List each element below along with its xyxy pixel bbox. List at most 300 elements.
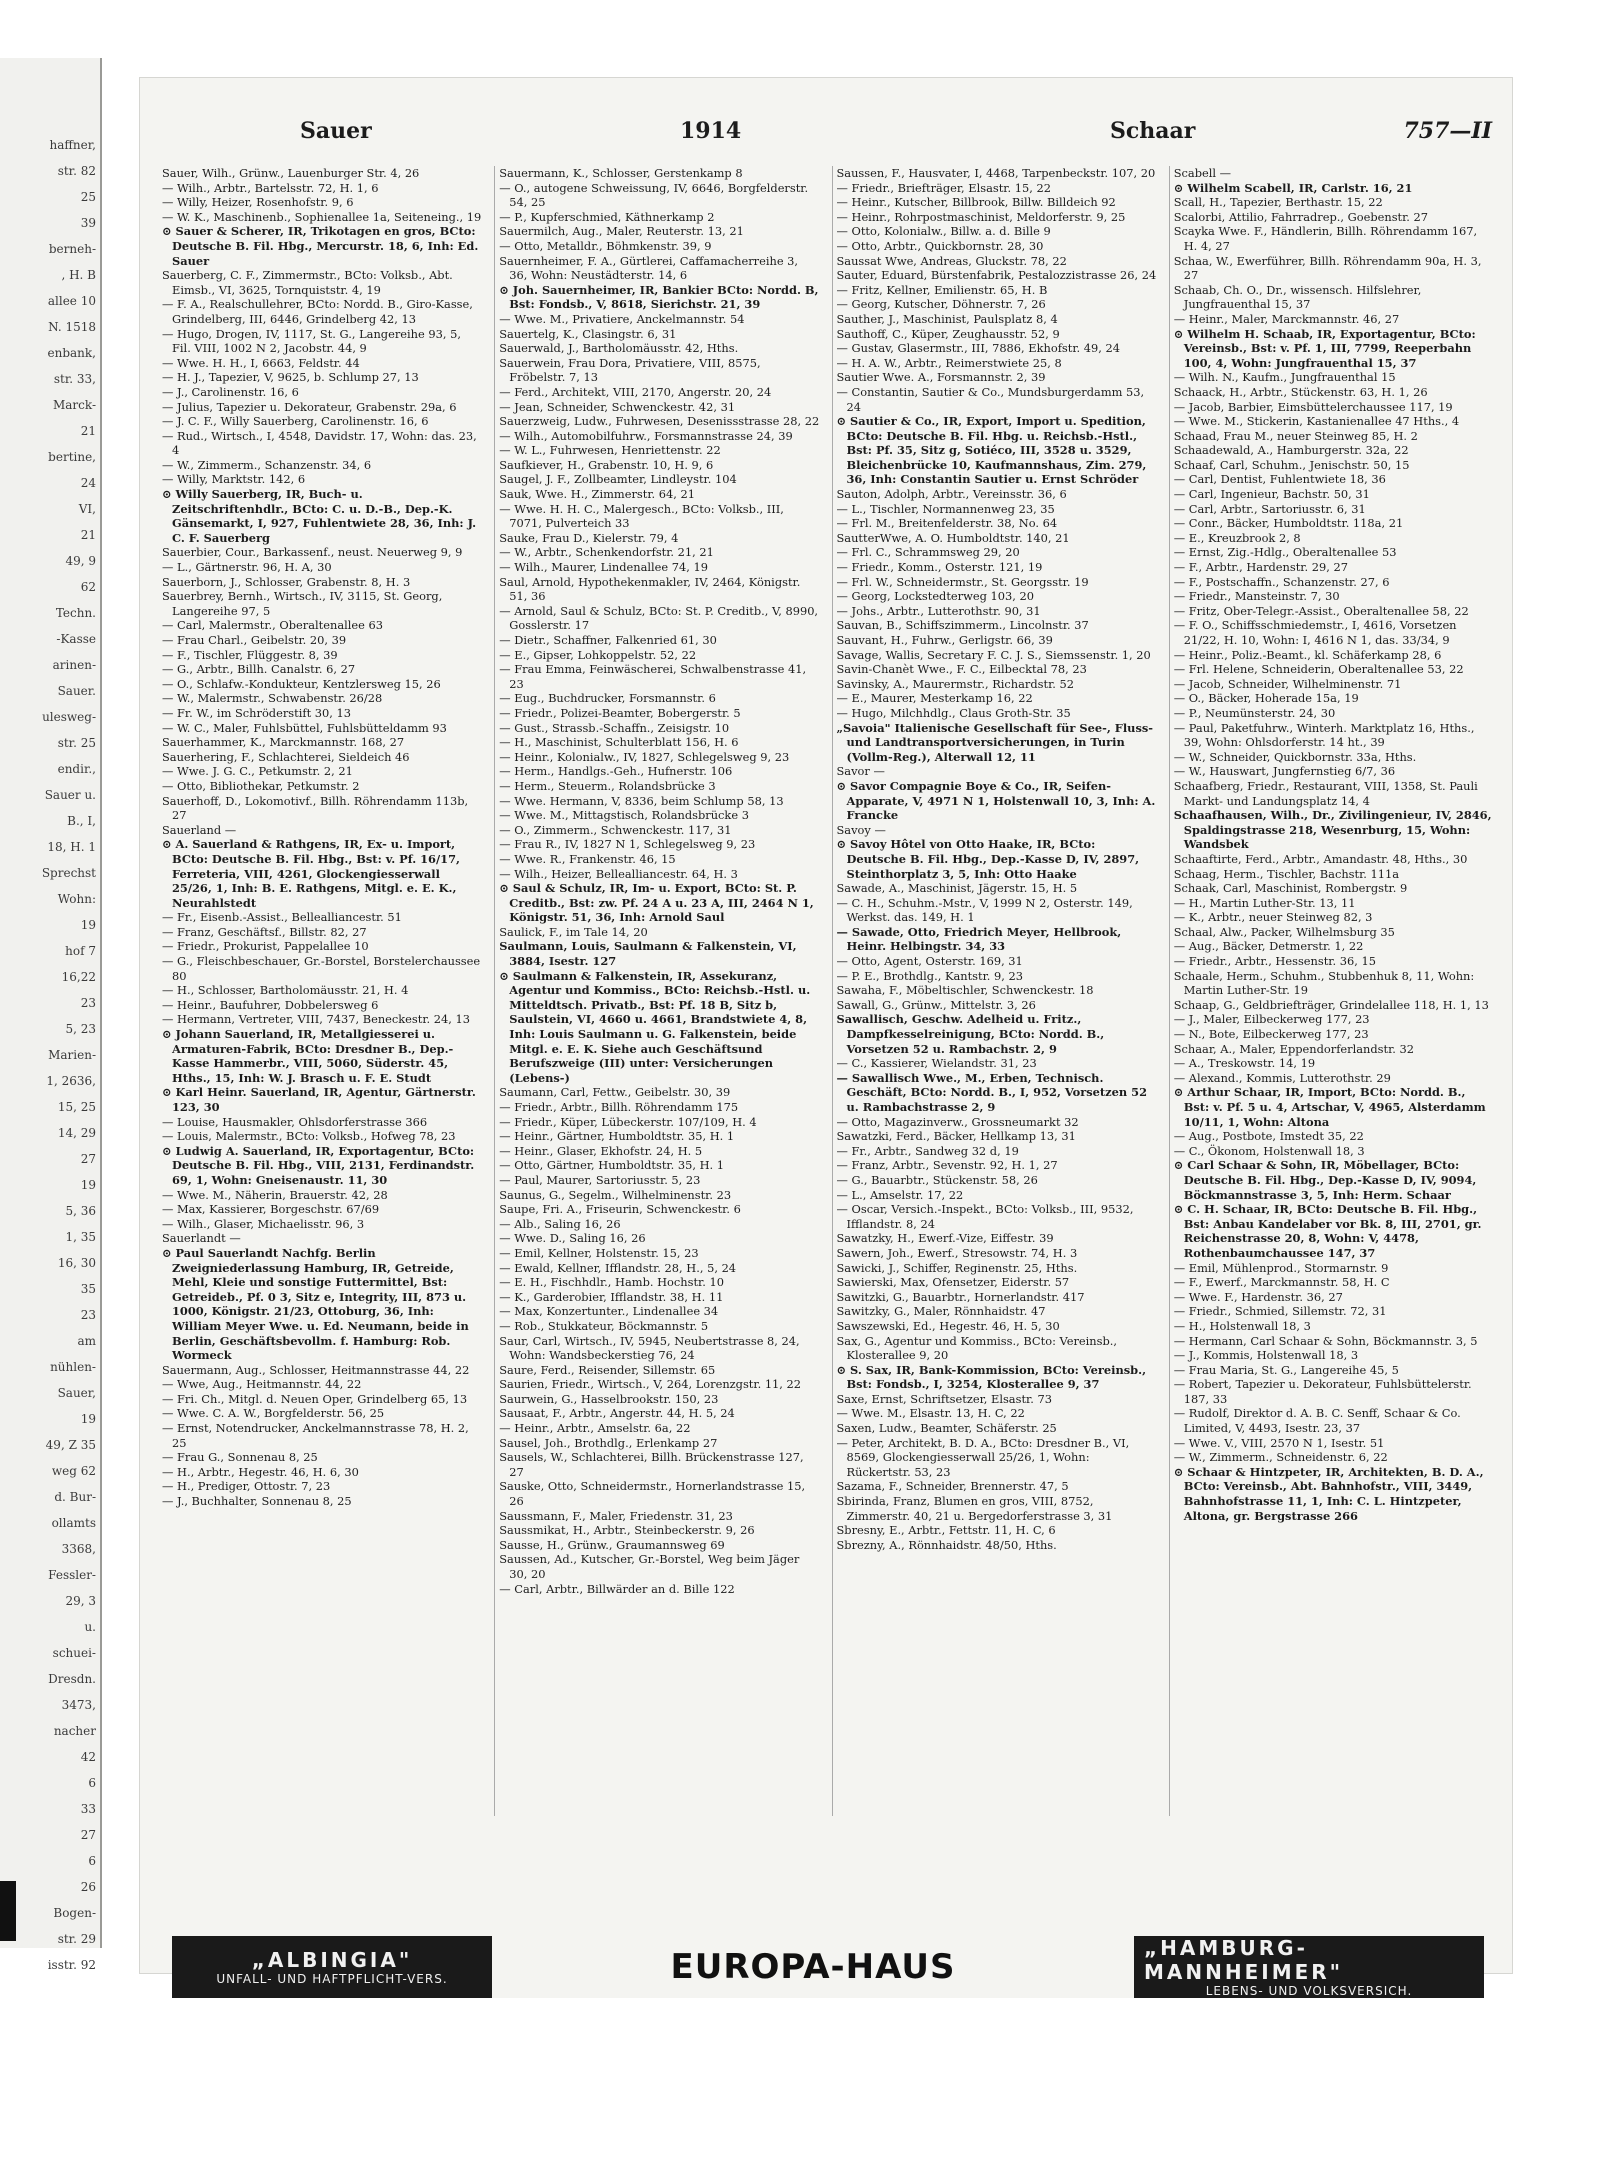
- directory-entry: Sauernheimer, F. A., Gürtlerei, Caffamacherreihe 3, 36, Wohn: Neustädterstr. 14, 6: [499, 253, 799, 283]
- directory-entry: Sauer, Wilh., Grünw., Lauenburger Str. 4, 26: [162, 166, 420, 180]
- directory-entry: — Paul, Paketfuhrw., Winterh. Marktplatz 16, Hths., 39, Wohn: Ohlsdorferstr. 14 ht., 39: [1173, 720, 1475, 750]
- directory-entry: — Conr., Bäcker, Humboldtstr. 118a, 21: [1173, 516, 1404, 531]
- header-year: 1914: [680, 118, 742, 144]
- directory-entry: — Friedr., Polizei-Beamter, Bobergerstr. 5: [499, 705, 741, 720]
- directory-entry: — C., Ökonom, Holstenwall 18, 3: [1173, 1143, 1365, 1158]
- edge-text-fragment: str. 82: [57, 164, 96, 178]
- directory-entry: — Friedr., Küper, Lübeckerstr. 107/109, H. 4: [499, 1114, 757, 1129]
- directory-entry: ⊙ Paul Sauerlandt Nachfg. Berlin Zweigniederlassung Hamburg, IR, Getreide, Mehl, Kleie und sonstige Futtermittel, Bst: Getreideb., Pf. 0 3, Sitz e, Integrity, III, 873 u. 1000, Königstr. 21/23, Ottoburg, 36, Inh: William Meyer Wwe. u. Ed. Neumann, beide in Berlin, Geschäftsbevollm. f. Hamburg: Rob. Wormeck: [162, 1245, 469, 1363]
- directory-entry: — Heinr., Poliz.-Beamt., kl. Schäferkamp 28, 6: [1173, 647, 1442, 662]
- edge-text-fragment: 5, 23: [65, 1022, 96, 1036]
- column-1: [158, 166, 486, 1816]
- directory-entry: ⊙ Sauer & Scherer, IR, Trikotagen en gros, BCto: Deutsche B. Fil. Hbg., Mercurstr. 18, 6, Inh: Ed. Sauer: [162, 224, 479, 268]
- directory-entry: — G., Arbtr., Billh. Canalstr. 6, 27: [162, 662, 356, 677]
- directory-entry: — Friedr., Komm., Osterstr. 121, 19: [836, 560, 1043, 575]
- directory-entry: Saussat Wwe, Andreas, Gluckstr. 78, 22: [836, 253, 1067, 268]
- directory-entry: — Robert, Tapezier u. Dekorateur, Fuhlsbüttelerstr. 187, 33: [1173, 1377, 1472, 1406]
- directory-entry: — Aug., Bäcker, Detmerstr. 1, 22: [1173, 939, 1364, 954]
- directory-entry: ⊙ Saulmann & Falkenstein, IR, Assekuranz, Agentur und Kommiss., BCto: Reichsb.-Hstl. u. Mitteldtsch. Privatb., Bst: Pf. 18 B, Sitz b, Saulstein, VI, 4660 u. 4661, Brandstwiete 4, 8, Inh: Louis Saulmann u. G. Falkenstein, beide Mitgl. e. E. K. Siehe auch Geschäftsund Berufszweige (III) unter: Versicherungen (Lebens-): [499, 968, 811, 1085]
- directory-entry: — H., Martin Luther-Str. 13, 11: [1173, 895, 1356, 910]
- directory-entry: — Sawallisch Wwe., M., Erben, Technisch. Geschäft, BCto: Nordd. B., I, 952, Vorsetzen 52 u. Rambachstrasse 2, 9: [836, 1070, 1147, 1114]
- directory-entry: Sawallisch, Geschw. Adelheid u. Fritz., Dampfkesselreinigung, BCto: Nordd. B., Vorsetzen 52 u. Rambachstr. 2, 9: [836, 1012, 1105, 1056]
- edge-text-fragment: 15, 25: [57, 1100, 96, 1114]
- directory-entry: — F. A., Realschullehrer, BCto: Nordd. B., Giro-Kasse, Grindelberg, III, 6446, Grindelberg 42, 13: [162, 297, 473, 326]
- edge-text-fragment: haffner,: [49, 138, 96, 152]
- directory-entry: — L., Gärtnerstr. 96, H. A, 30: [162, 560, 332, 575]
- directory-entry: Scabell —: [1173, 166, 1232, 180]
- directory-entry: — Emil, Kellner, Holstenstr. 15, 23: [499, 1245, 699, 1260]
- ad-hamburg-mannheimer: [1134, 1936, 1484, 1998]
- directory-entry: Schaag, Herm., Tischler, Bachstr. 111a: [1173, 866, 1400, 881]
- directory-entry: Schaad, Frau M., neuer Steinweg 85, H. 2: [1173, 428, 1418, 443]
- directory-entry: Sauerwald, J., Bartholomäusstr. 42, Hths.: [499, 341, 739, 356]
- directory-entry: Scayka Wwe. F., Händlerin, Billh. Röhrendamm 167, H. 4, 27: [1173, 224, 1478, 253]
- directory-entry: Saul, Arnold, Hypothekenmakler, IV, 2464, Königstr. 51, 36: [499, 574, 801, 604]
- edge-text-fragment: 27: [80, 1152, 96, 1166]
- directory-entry: — Georg, Kutscher, Döhnerstr. 7, 26: [836, 297, 1046, 312]
- directory-entry: Saure, Ferd., Reisender, Sillemstr. 65: [499, 1362, 716, 1377]
- edge-text-fragment: 26: [80, 1880, 96, 1894]
- edge-text-fragment: 3473,: [61, 1698, 96, 1712]
- edge-text-fragment: 21: [80, 528, 96, 542]
- directory-entry: — Wwe. H. H., I, 6663, Feldstr. 44: [162, 355, 360, 370]
- directory-entry: Sausse, H., Grünw., Graumannsweg 69: [499, 1537, 725, 1552]
- directory-entry: — Heinr., Kutscher, Billbrook, Billw. Billdeich 92: [836, 195, 1116, 210]
- directory-entry: — Paul, Maurer, Sartoriusstr. 5, 23: [499, 1172, 701, 1187]
- directory-entry: ⊙ Wilhelm H. Schaab, IR, Exportagentur, BCto: Vereinsb., Bst: v. Pf. 1, III, 7799, Reeperbahn 100, 4, Wohn: Jungfrauenthal 15, 37: [1173, 326, 1476, 370]
- directory-entry: — Wwe. Hermann, V, 8336, beim Schlump 58, 13: [499, 793, 784, 808]
- directory-entry: Scall, H., Tapezier, Berthastr. 15, 22: [1173, 195, 1383, 210]
- edge-text-fragment: schuei-: [52, 1646, 96, 1660]
- directory-entry: — Wwe, Aug., Heitmannstr. 44, 22: [162, 1377, 362, 1392]
- edge-text-fragment: 39: [80, 216, 96, 230]
- directory-entry: — F., Arbtr., Hardenstr. 29, 27: [1173, 560, 1348, 575]
- edge-text-fragment: nühlen-: [50, 1360, 96, 1374]
- directory-entry: Sawall, G., Grünw., Mittelstr. 3, 26: [836, 997, 1036, 1012]
- edge-text-fragment: 27: [80, 1828, 96, 1842]
- directory-entry: — Alexand., Kommis, Lutterothstr. 29: [1173, 1070, 1391, 1085]
- edge-text-fragment: ulesweg-: [42, 710, 96, 724]
- edge-text-fragment: 5, 36: [65, 1204, 96, 1218]
- directory-entry: — H., Schlosser, Bartholomäusstr. 21, H. 4: [162, 983, 409, 998]
- directory-entry: — Heinr., Kolonialw., IV, 1827, Schlegelsweg 9, 23: [499, 749, 790, 764]
- directory-entry: Sauerhering, F., Schlachterei, Sieldeich 46: [162, 749, 410, 764]
- footer-advertisement: [172, 1936, 1484, 1998]
- directory-entry: Saussmikat, H., Arbtr., Steinbeckerstr. 9, 26: [499, 1523, 755, 1538]
- directory-entry: Sax, G., Agentur und Kommiss., BCto: Vereinsb., Klosterallee 9, 20: [836, 1333, 1117, 1363]
- directory-entry: — Frau Charl., Geibelstr. 20, 39: [162, 633, 347, 647]
- directory-entry: — Otto, Gärtner, Humboldtstr. 35, H. 1: [499, 1158, 725, 1173]
- directory-entry: — O., autogene Schweissung, IV, 6646, Borgfelderstr. 54, 25: [499, 180, 809, 210]
- edge-text-fragment: isstr. 92: [47, 1958, 96, 1972]
- directory-entry: Sawade, A., Maschinist, Jägerstr. 15, H. 5: [836, 881, 1078, 896]
- directory-entry: — Friedr., Arbtr., Billh. Röhrendamm 175: [499, 1100, 739, 1114]
- edge-text-fragment: ollamts: [51, 1516, 96, 1530]
- directory-entry: Saunus, G., Segelm., Wilhelminenstr. 23: [499, 1187, 732, 1202]
- directory-entry: — W. L., Fuhrwesen, Henriettenstr. 22: [499, 443, 721, 458]
- directory-entry: — C. H., Schuhm.-Mstr., V, 1999 N 2, Osterstr. 149, Werkst. das. 149, H. 1: [836, 895, 1133, 925]
- edge-text-fragment: Techn.: [55, 606, 96, 620]
- edge-text-fragment: bertine,: [48, 450, 96, 464]
- directory-entry: — Wwe. F., Hardenstr. 36, 27: [1173, 1289, 1343, 1304]
- directory-entry: ⊙ A. Sauerland & Rathgens, IR, Ex- u. Import, BCto: Deutsche B. Fil. Hbg., Bst: v. Pf. 16/17, Ferreteria, VIII, 4261, Glockengiesserwall 25/26, 1, Inh: B. E. Rathgens, Mitgl. e. E. K., Neurahlstedt: [162, 837, 460, 910]
- directory-entry: — W., Malermstr., Schwabenstr. 26/28: [162, 691, 383, 706]
- directory-entry: — K., Arbtr., neuer Steinweg 82, 3: [1173, 910, 1373, 925]
- directory-entry: — Wwe. M., Privatiere, Anckelmannstr. 54: [499, 311, 745, 326]
- edge-text-fragment: Marien-: [48, 1048, 96, 1062]
- edge-text-fragment: -Kasse: [56, 632, 96, 646]
- edge-text-fragment: 16, 30: [57, 1256, 96, 1270]
- directory-entry: — Herm., Handlgs.-Geh., Hufnerstr. 106: [499, 764, 733, 779]
- edge-text-fragment: Wohn:: [57, 892, 96, 906]
- directory-entry: — Oscar, Versich.-Inspekt., BCto: Volksb., III, 9532, Ifflandstr. 8, 24: [836, 1202, 1134, 1231]
- directory-entry: — Hermann, Carl Schaar & Sohn, Böckmannstr. 3, 5: [1173, 1333, 1478, 1348]
- directory-entry: — Frl. W., Schneidermstr., St. Georgsstr. 19: [836, 574, 1089, 589]
- directory-entry: — N., Bote, Eilbeckerweg 177, 23: [1173, 1027, 1369, 1042]
- directory-entry: Saumann, Carl, Fettw., Geibelstr. 30, 39: [499, 1085, 731, 1100]
- directory-entry: — Ernst, Zig.-Hdlg., Oberaltenallee 53: [1173, 545, 1397, 560]
- directory-entry: Sawierski, Max, Ofensetzer, Eiderstr. 57: [836, 1275, 1070, 1290]
- header-first-entry: Sauer: [300, 118, 372, 144]
- directory-entry: — Fritz, Kellner, Emilienstr. 65, H. B: [836, 282, 1048, 297]
- directory-entry: — Wwe. M., Näherin, Brauerstr. 42, 28: [162, 1187, 388, 1202]
- directory-entry: Schaap, G., Geldbriefträger, Grindelallee 118, H. 1, 13: [1173, 997, 1489, 1012]
- directory-entry: — Rob., Stukkateur, Böckmannstr. 5: [499, 1318, 709, 1333]
- edge-text-fragment: , H. B: [61, 268, 96, 282]
- directory-entry: — Ewald, Kellner, Ifflandstr. 28, H., 5, 24: [499, 1260, 737, 1275]
- directory-entry: — Rud., Wirtsch., I, 4548, Davidstr. 17, Wohn: das. 23, 4: [162, 428, 477, 458]
- directory-entry: Sbirinda, Franz, Blumen en gros, VIII, 8752, Zimmerstr. 40, 21 u. Bergedorferstrasse 3, 31: [836, 1494, 1113, 1523]
- directory-entry: — W., Zimmerm., Schanzenstr. 34, 6: [162, 457, 372, 472]
- directory-entry: — Wwe. H. H. C., Malergesch., BCto: Volksb., III, 7071, Pulverteich 33: [499, 501, 784, 531]
- directory-entry: ⊙ S. Sax, IR, Bank-Kommission, BCto: Vereinsb., Bst: Fondsb., I, 3254, Klosterallee 9, 37: [836, 1362, 1147, 1392]
- directory-entry: — Sawade, Otto, Friedrich Meyer, Hellbrook, Heinr. Helbingstr. 34, 33: [836, 924, 1122, 954]
- ad-europa-haus: EUROPA-HAUS: [492, 1936, 1134, 1998]
- directory-entry: Sauerlandt —: [162, 1231, 241, 1246]
- directory-entry: — Carl, Dentist, Fuhlentwiete 18, 36: [1173, 472, 1386, 487]
- column-2: [494, 166, 823, 1816]
- directory-entry: — J. C. F., Willy Sauerberg, Carolinenstr. 16, 6: [162, 414, 429, 429]
- directory-entry: SautterWwe, A. O. Humboldtstr. 140, 21: [836, 530, 1070, 545]
- directory-entry: Sauerberg, C. F., Zimmermstr., BCto: Volksb., Abt. Eimsb., VI, 3625, Tornquiststr. 4, 19: [162, 268, 453, 297]
- directory-entry: Saussen, F., Hausvater, I, 4468, Tarpenbeckstr. 107, 20: [836, 166, 1156, 180]
- directory-entry: Sauerzweig, Ludw., Fuhrwesen, Desenissstrasse 28, 22: [499, 414, 820, 429]
- directory-entry: — E., Gipser, Lohkoppelstr. 52, 22: [499, 647, 697, 662]
- directory-entry: ⊙ Arthur Schaar, IR, Import, BCto: Nordd. B., Bst: v. Pf. 5 u. 4, Artschar, V, 4965, Alsterdamm 10/11, 1, Wohn: Altona: [1173, 1085, 1486, 1129]
- directory-entry: — Wwe. M., Elsastr. 13, H. C, 22: [836, 1406, 1025, 1421]
- directory-entry: — F., Ewerf., Marckmannstr. 58, H. C: [1173, 1275, 1390, 1290]
- directory-entry: Schaab, Ch. O., Dr., wissensch. Hilfslehrer, Jungfrauenthal 15, 37: [1173, 282, 1422, 312]
- directory-entry: Sauerbier, Cour., Barkassenf., neust. Neuerweg 9, 9: [162, 545, 463, 560]
- edge-text-fragment: 19: [80, 1178, 96, 1192]
- directory-entry: — Frl. Helene, Schneiderin, Oberaltenallee 53, 22: [1173, 662, 1464, 677]
- edge-text-fragment: N. 1518: [48, 320, 96, 334]
- edge-text-fragment: 1, 35: [65, 1230, 96, 1244]
- directory-entry: Savage, Wallis, Secretary F. C. J. S., Siemssenstr. 1, 20: [836, 647, 1151, 662]
- directory-entry: Saupe, Fri. A., Friseurin, Schwenckestr. 6: [499, 1202, 741, 1217]
- directory-entry: — Peter, Architekt, B. D. A., BCto: Dresdner B., VI, 8569, Glockengiesserwall 25/26, 1, Wohn: Rückertstr. 53, 23: [836, 1435, 1130, 1479]
- edge-text-fragment: enbank,: [47, 346, 96, 360]
- directory-entry: Sauther, J., Maschinist, Paulsplatz 8, 4: [836, 311, 1058, 326]
- directory-entry: — Wwe. R., Frankenstr. 46, 15: [499, 851, 676, 866]
- directory-entry: — Friedr., Mansteinstr. 7, 30: [1173, 589, 1340, 604]
- adjacent-page-edge: [0, 58, 102, 1972]
- directory-entry: Saxe, Ernst, Schriftsetzer, Elsastr. 73: [836, 1391, 1052, 1406]
- directory-entry: — P., Kupferschmied, Käthnerkamp 2: [499, 209, 715, 224]
- directory-entry: — Wilh., Arbtr., Bartelsstr. 72, H. 1, 6: [162, 180, 379, 195]
- directory-entry: — L., Amselstr. 17, 22: [836, 1187, 964, 1202]
- directory-entry: — H. A. W., Arbtr., Reimerstwiete 25, 8: [836, 355, 1062, 370]
- directory-entry: — Friedr., Arbtr., Hessenstr. 36, 15: [1173, 954, 1376, 969]
- directory-entry: — Heinr., Rohrpostmaschinist, Meldorferstr. 9, 25: [836, 209, 1126, 224]
- directory-entry: — Jacob, Schneider, Wilhelminenstr. 71: [1173, 676, 1402, 691]
- edge-text-fragment: Sauer.: [57, 684, 96, 698]
- directory-entry: — W. K., Maschinenb., Sophienallee 1a, Seiteneing., 19: [162, 209, 482, 224]
- directory-entry: ⊙ Savoy Hôtel von Otto Haake, IR, BCto: Deutsche B. Fil. Hbg., Dep.-Kasse D, IV, 2897, Steinthorplatz 3, 5, Inh: Otto Haake: [836, 837, 1140, 881]
- directory-entry: „Savoia" Italienische Gesellschaft für See-, Fluss- und Landtransportversicherungen, in Turin (Vollm-Reg.), Alterwall 12, 11: [836, 720, 1154, 764]
- directory-entry: ⊙ Joh. Sauernheimer, IR, Bankier BCto: Nordd. B, Bst: Fondsb., V, 8618, Sierichstr. 21, 39: [499, 282, 819, 312]
- directory-entry: — O., Zimmerm., Schwenckestr. 117, 31: [499, 822, 732, 837]
- directory-entry: Savor —: [836, 764, 885, 779]
- directory-entry: Schaack, H., Arbtr., Stückenstr. 63, H. 1, 26: [1173, 384, 1428, 399]
- edge-text-fragment: Sauer,: [57, 1386, 96, 1400]
- directory-entry: Sbresny, E., Arbtr., Fettstr. 11, H. C, 6: [836, 1523, 1056, 1538]
- directory-entry: — H., Holstenwall 18, 3: [1173, 1318, 1311, 1333]
- edge-text-fragment: str. 33,: [53, 372, 96, 386]
- directory-entry: — Fr., Eisenb.-Assist., Bellealliancestr. 51: [162, 910, 402, 925]
- directory-entry: Sauerhoff, D., Lokomotivf., Billh. Röhrendamm 113b, 27: [162, 793, 469, 823]
- directory-entry: — Friedr., Briefträger, Elsastr. 15, 22: [836, 180, 1051, 195]
- edge-text-fragment: str. 25: [57, 736, 96, 750]
- directory-entry: — Gustav, Glasermstr., III, 7886, Ekhofstr. 49, 24: [836, 341, 1121, 356]
- directory-entry: — J., Kommis, Holstenwall 18, 3: [1173, 1348, 1359, 1363]
- directory-entry: Saufkiever, H., Grabenstr. 10, H. 9, 6: [499, 457, 714, 472]
- directory-entry: — Fritz, Ober-Telegr.-Assist., Oberaltenallee 58, 22: [1173, 603, 1469, 618]
- page-header: [180, 118, 1492, 154]
- directory-entry: — Wilh. N., Kaufm., Jungfrauenthal 15: [1173, 370, 1396, 385]
- directory-entry: — Georg, Lockstedterweg 103, 20: [836, 589, 1034, 604]
- directory-entry: — Carl, Arbtr., Billwärder an d. Bille 122: [499, 1581, 735, 1596]
- edge-text-fragment: 18, H. 1: [47, 840, 96, 854]
- directory-entry: Sauvan, B., Schiffszimmerm., Lincolnstr. 37: [836, 618, 1089, 633]
- directory-entry: — Otto, Arbtr., Quickbornstr. 28, 30: [836, 238, 1044, 253]
- directory-entry: — Herm., Steuerm., Rolandsbrücke 3: [499, 778, 716, 793]
- directory-entry: — C., Kassierer, Wielandstr. 31, 23: [836, 1056, 1037, 1071]
- directory-entry: — Carl, Malermstr., Oberaltenallee 63: [162, 618, 383, 633]
- directory-entry: — P. E., Brothdlg., Kantstr. 9, 23: [836, 968, 1024, 983]
- directory-entry: — Wilh., Glaser, Michaelisstr. 96, 3: [162, 1216, 365, 1231]
- edge-text-fragment: arinen-: [52, 658, 96, 672]
- edge-text-fragment: 49, 9: [65, 554, 96, 568]
- ad-albingia-subtitle: UNFALL- UND HAFTPFLICHT-VERS.: [216, 1972, 448, 1986]
- edge-text-fragment: Fessler-: [48, 1568, 96, 1582]
- directory-entry: — H., Maschinist, Schulterblatt 156, H. 6: [499, 735, 739, 750]
- edge-text-fragment: Dresdn.: [48, 1672, 96, 1686]
- edge-text-fragment: Bogen-: [53, 1906, 96, 1920]
- directory-entry: Sauk, Wwe. H., Zimmerstr. 64, 21: [499, 487, 695, 502]
- column-3: [832, 166, 1161, 1816]
- edge-text-fragment: u.: [84, 1620, 96, 1634]
- column-4: [1169, 166, 1498, 1816]
- directory-entry: — Fr., Arbtr., Sandweg 32 d, 19: [836, 1143, 1019, 1158]
- directory-entry: — Wwe. J. G. C., Petkumstr. 2, 21: [162, 764, 353, 779]
- edge-text-fragment: 3368,: [61, 1542, 96, 1556]
- directory-entry: — A., Treskowstr. 14, 19: [1173, 1056, 1316, 1071]
- edge-text-fragment: endir.,: [57, 762, 96, 776]
- directory-entry: Schaaftirte, Ferd., Arbtr., Amandastr. 48, Hths., 30: [1173, 851, 1468, 866]
- directory-entry: — Friedr., Prokurist, Pappelallee 10: [162, 939, 369, 954]
- directory-entry: Sauke, Frau D., Kielerstr. 79, 4: [499, 530, 679, 545]
- directory-entry: — Hugo, Milchhdlg., Claus Groth-Str. 35: [836, 705, 1071, 720]
- directory-entry: ⊙ Ludwig A. Sauerland, IR, Exportagentur, BCto: Deutsche B. Fil. Hbg., VIII, 2131, Ferdinandstr. 69, 1, Wohn: Gneisenaustr. 11, 30: [162, 1143, 475, 1187]
- directory-entry: — W., Schneider, Quickbornstr. 33a, Hths.: [1173, 749, 1417, 764]
- directory-entry: — Willy, Marktstr. 142, 6: [162, 472, 306, 487]
- edge-text-fragment: 25: [80, 190, 96, 204]
- directory-entry: — Wwe. M., Mittagstisch, Rolandsbrücke 3: [499, 808, 749, 823]
- directory-entry: — W., Arbtr., Schenkendorfstr. 21, 21: [499, 545, 714, 560]
- edge-text-fragment: 33: [80, 1802, 96, 1816]
- directory-entry: — Aug., Postbote, Imstedt 35, 22: [1173, 1129, 1364, 1144]
- directory-entry: — H., Arbtr., Hegestr. 46, H. 6, 30: [162, 1464, 359, 1479]
- directory-entry: Sbrezny, A., Rönnhaidstr. 48/50, Hths.: [836, 1537, 1057, 1552]
- page-number: 757—II: [1403, 118, 1492, 144]
- directory-entry: — H., Prediger, Ottostr. 7, 23: [162, 1479, 331, 1494]
- directory-entry: — E., Kreuzbrook 2, 8: [1173, 530, 1301, 545]
- directory-entry: Sauerhammer, K., Marckmannstr. 168, 27: [162, 735, 405, 750]
- directory-entry: Schaar, A., Maler, Eppendorferlandstr. 32: [1173, 1041, 1415, 1056]
- directory-entry: — O., Bäcker, Hoherade 15a, 19: [1173, 691, 1359, 706]
- directory-entry: — J., Carolinenstr. 16, 6: [162, 384, 299, 399]
- directory-entry: — Jacob, Barbier, Eimsbüttelerchaussee 117, 19: [1173, 399, 1453, 414]
- directory-entry: Sauerland —: [162, 822, 237, 837]
- edge-text-fragment: B., I,: [67, 814, 96, 828]
- directory-entry: — Otto, Kolonialw., Billw. a. d. Bille 9: [836, 224, 1051, 239]
- directory-entry: — L., Tischler, Normannenweg 23, 35: [836, 501, 1055, 516]
- header-last-entry: Schaar: [1110, 118, 1196, 144]
- directory-entry: — Ernst, Notendrucker, Anckelmannstrasse 78, H. 2, 25: [162, 1421, 469, 1450]
- directory-entry: — K., Garderobier, Ifflandstr. 38, H. 11: [499, 1289, 724, 1304]
- directory-entry: — F., Postschaffn., Schanzenstr. 27, 6: [1173, 574, 1390, 589]
- edge-text-fragment: 29, 3: [65, 1594, 96, 1608]
- directory-entry: Sauthoff, C., Küper, Zeughausstr. 52, 9: [836, 326, 1060, 341]
- edge-text-fragment: d. Bur-: [54, 1490, 96, 1504]
- directory-entry: — Heinr., Arbtr., Amselstr. 6a, 22: [499, 1421, 691, 1436]
- directory-entry: ⊙ Wilhelm Scabell, IR, Carlstr. 16, 21: [1173, 180, 1413, 195]
- directory-entry: — O., Schlafw.-Kondukteur, Kentzlersweg 15, 26: [162, 676, 441, 691]
- directory-entry: Sauermann, K., Schlosser, Gerstenkamp 8: [499, 166, 743, 180]
- edge-text-fragment: 42: [80, 1750, 96, 1764]
- directory-entry: Sauerwein, Frau Dora, Privatiere, VIII, 8575, Fröbelstr. 7, 13: [499, 355, 761, 385]
- directory-entry: — W., Hauswart, Jungfernstieg 6/7, 36: [1173, 764, 1396, 779]
- directory-entry: — Friedr., Schmied, Sillemstr. 72, 31: [1173, 1304, 1387, 1319]
- directory-entry: Savin-Chanèt Wwe., F. C., Eilbecktal 78, 23: [836, 662, 1087, 677]
- edge-text-fragment: weg 62: [51, 1464, 96, 1478]
- directory-entry: Sauertelg, K., Clasingstr. 6, 31: [499, 326, 677, 341]
- directory-entry: Saussmann, F., Maler, Friedenstr. 31, 23: [499, 1508, 733, 1523]
- directory-entry: — Carl, Ingenieur, Bachstr. 50, 31: [1173, 487, 1370, 502]
- directory-entry: Sauerbrey, Bernh., Wirtsch., IV, 3115, St. Georg, Langereihe 97, 5: [162, 589, 443, 618]
- directory-entry: — Alb., Saling 16, 26: [499, 1216, 621, 1231]
- directory-entry: Saugel, J. F., Zollbeamter, Lindleystr. 104: [499, 472, 737, 487]
- directory-entry: — Louise, Hausmakler, Ohlsdorferstrasse 366: [162, 1114, 428, 1129]
- directory-entry: — Gust., Strassb.-Schaffn., Zeisigstr. 10: [499, 720, 730, 735]
- directory-entry: Sawitzky, G., Maler, Rönnhaidstr. 47: [836, 1304, 1046, 1319]
- edge-text-fragment: 16,22: [61, 970, 96, 984]
- edge-text-fragment: Sauer u.: [44, 788, 96, 802]
- directory-entry: Schaafberg, Friedr., Restaurant, VIII, 1358, St. Pauli Markt- und Landungsplatz 14, 4: [1173, 778, 1478, 808]
- edge-text-fragment: Marck-: [52, 398, 96, 412]
- directory-entry: Saxen, Ludw., Beamter, Schäferstr. 25: [836, 1421, 1057, 1436]
- directory-entry: Saulick, F., im Tale 14, 20: [499, 924, 648, 939]
- directory-entry: — Dietr., Schaffner, Falkenried 61, 30: [499, 633, 717, 647]
- directory-entry: — Arnold, Saul & Schulz, BCto: St. P. Creditb., V, 8990, Gosslerstr. 17: [499, 603, 819, 633]
- directory-entry: — G., Fleischbeschauer, Gr.-Borstel, Borstelerchaussee 80: [162, 954, 481, 983]
- directory-entry: Schaal, Alw., Packer, Wilhelmsburg 35: [1173, 924, 1395, 939]
- directory-entry: — Frl. M., Breitenfelderstr. 38, No. 64: [836, 516, 1058, 531]
- directory-entry: Scalorbi, Attilio, Fahrradrep., Goebenstr. 27: [1173, 209, 1429, 224]
- directory-entry: — Rudolf, Direktor d. A. B. C. Senff, Schaar & Co. Limited, V, 4493, Isestr. 23, 37: [1173, 1406, 1461, 1436]
- directory-entry: Schaa, W., Ewerführer, Billh. Röhrendamm 90a, H. 3, 27: [1173, 253, 1482, 283]
- edge-text-fragment: 1, 2636,: [46, 1074, 96, 1088]
- directory-entry: — Franz, Arbtr., Sevenstr. 92, H. 1, 27: [836, 1158, 1058, 1173]
- directory-entry: ⊙ Karl Heinr. Sauerland, IR, Agentur, Gärtnerstr. 123, 30: [162, 1085, 476, 1114]
- directory-entry: — Wilh., Automobilfuhrw., Forsmannstrasse 24, 39: [499, 428, 793, 443]
- edge-text-fragment: 24: [80, 476, 96, 490]
- directory-entry: — Willy, Heizer, Rosenhofstr. 9, 6: [162, 195, 354, 210]
- directory-entry: Sawaha, F., Möbeltischler, Schwenckestr. 18: [836, 983, 1094, 998]
- directory-entry: Schaaf, Carl, Schuhm., Jenischstr. 50, 15: [1173, 457, 1410, 472]
- directory-entry: — Otto, Magazinverw., Grossneumarkt 32: [836, 1114, 1079, 1129]
- directory-entry: — Fri. Ch., Mitgl. d. Neuen Oper, Grindelberg 65, 13: [162, 1391, 468, 1406]
- directory-entry: Sazama, F., Schneider, Brennerstr. 47, 5: [836, 1479, 1069, 1494]
- directory-entry: — Otto, Agent, Osterstr. 169, 31: [836, 954, 1023, 969]
- edge-text-fragment: 49, Z 35: [45, 1438, 96, 1452]
- directory-entry: — Julius, Tapezier u. Dekorateur, Grabenstr. 29a, 6: [162, 399, 457, 414]
- directory-entry: ⊙ Saul & Schulz, IR, Im- u. Export, BCto: St. P. Creditb., Bst: zw. Pf. 24 A u. 23 A, III, 2464 N 1, Königstr. 51, 36, Inh: Arnold Saul: [499, 881, 814, 925]
- edge-text-fragment: 14, 29: [57, 1126, 96, 1140]
- edge-text-fragment: 23: [80, 1308, 96, 1322]
- ad-hm-subtitle: LEBENS- UND VOLKSVERSICH.: [1205, 1984, 1413, 1998]
- directory-entry: Sawatzki, Ferd., Bäcker, Hellkamp 13, 31: [836, 1129, 1076, 1144]
- directory-entry: — W., Zimmerm., Schneidenstr. 6, 22: [1173, 1450, 1388, 1465]
- directory-entry: — Louis, Malermstr., BCto: Volksb., Hofweg 78, 23: [162, 1129, 456, 1144]
- directory-columns: [158, 166, 1498, 1816]
- directory-entry: Sauter, Eduard, Bürstenfabrik, Pestalozzistrasse 26, 24: [836, 268, 1157, 283]
- directory-entry: — Hugo, Drogen, IV, 1117, St. G., Langereihe 93, 5, Fil. VIII, 1002 N 2, Jacobstr. 44, 9: [162, 326, 461, 356]
- directory-entry: — Wwe. C. A. W., Borgfelderstr. 56, 25: [162, 1406, 385, 1421]
- directory-entry: — Carl, Arbtr., Sartoriusstr. 6, 31: [1173, 501, 1366, 516]
- directory-entry: — Otto, Bibliothekar, Petkumstr. 2: [162, 778, 360, 793]
- directory-entry: ⊙ Johann Sauerland, IR, Metallgiesserei u. Armaturen-Fabrik, BCto: Dresdner B., Dep.-Kasse Hammerbr., VIII, 5060, Süderstr. 45, Hths., 15, Inh: W. J. Brasch u. F. E. Studt: [162, 1027, 454, 1085]
- directory-entry: — W. C., Maler, Fuhlsbüttel, Fuhlsbütteldamm 93: [162, 720, 447, 735]
- directory-entry: — Wwe. D., Saling 16, 26: [499, 1231, 646, 1246]
- directory-entry: ⊙ Savor Compagnie Boye & Co., IR, Seifen-Apparate, V, 4971 N 1, Holstenwall 10, 3, Inh: A. Francke: [836, 778, 1156, 823]
- directory-entry: — Constantin, Sautier & Co., Mundsburgerdamm 53, 24: [836, 384, 1145, 414]
- directory-entry: Sausel, Joh., Brothdlg., Erlenkamp 27: [499, 1435, 718, 1450]
- directory-entry: — Johs., Arbtr., Lutterothstr. 90, 31: [836, 603, 1041, 618]
- directory-entry: Sawern, Joh., Ewerf., Stresowstr. 74, H. 3: [836, 1245, 1078, 1260]
- directory-entry: Schaak, Carl, Maschinist, Rombergstr. 9: [1173, 881, 1408, 896]
- edge-text-fragment: 6: [88, 1776, 96, 1790]
- directory-page: [140, 78, 1512, 1998]
- directory-entry: — E., Maurer, Mesterkamp 16, 22: [836, 691, 1033, 706]
- directory-entry: — Ferd., Architekt, VIII, 2170, Angerstr. 20, 24: [499, 384, 772, 399]
- directory-entry: Saurien, Friedr., Wirtsch., V, 264, Lorenzgstr. 11, 22: [499, 1377, 802, 1392]
- directory-entry: Sawitzki, G., Bauarbtr., Hornerlandstr. 417: [836, 1289, 1085, 1304]
- edge-text-fragment: str. 29: [57, 1932, 96, 1946]
- directory-entry: — Jean, Schneider, Schwenckestr. 42, 31: [499, 399, 736, 414]
- edge-text-fragment: allee 10: [47, 294, 96, 308]
